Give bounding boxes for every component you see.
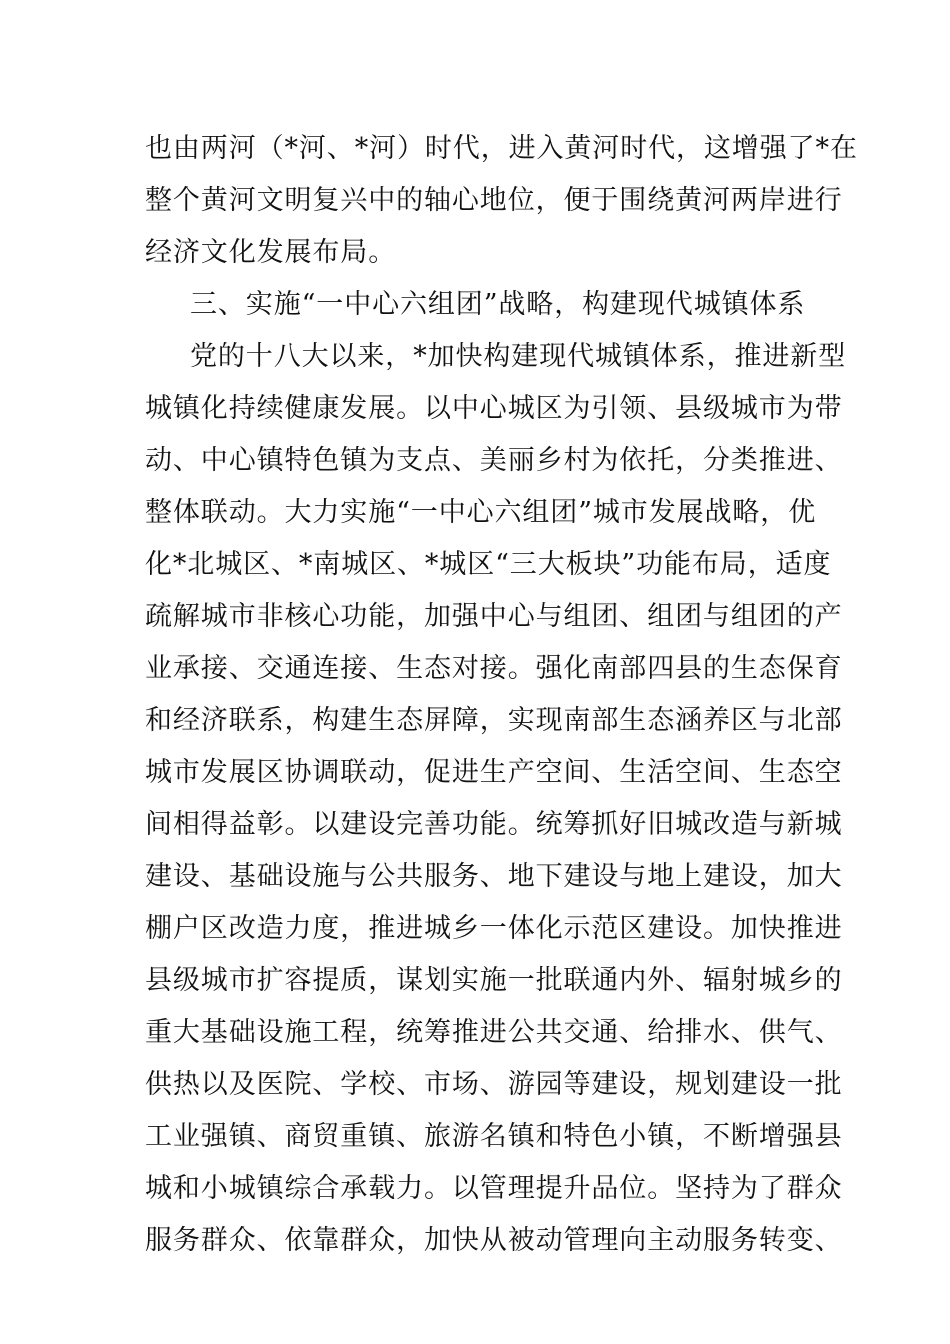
section-heading: 三、实施“一中心六组团”战略，构建现代城镇体系 [190, 289, 806, 320]
body-line-9: 城市发展区协调联动，促进生产空间、生活空间、生态空 [145, 757, 843, 788]
body-line-3: 动、中心镇特色镇为支点、美丽乡村为依托，分类推进、 [145, 445, 843, 476]
body-line-2: 城镇化持续健康发展。以中心城区为引领、县级城市为带 [145, 393, 843, 424]
body-line-14: 重大基础设施工程，统筹推进公共交通、给排水、供气、 [145, 1017, 843, 1048]
body-line-15: 供热以及医院、学校、市场、游园等建设，规划建设一批 [145, 1069, 843, 1100]
body-line-18: 服务群众、依靠群众，加快从被动管理向主动服务转变、 [145, 1225, 843, 1256]
body-line-8: 和经济联系，构建生态屏障，实现南部生态涵养区与北部 [145, 705, 843, 736]
intro-line-3: 经济文化发展布局。 [145, 237, 397, 268]
body-line-12: 棚户区改造力度，推进城乡一体化示范区建设。加快推进 [145, 913, 843, 944]
body-line-10: 间相得益彰。以建设完善功能。统筹抓好旧城改造与新城 [145, 809, 843, 840]
body-line-11: 建设、基础设施与公共服务、地下建设与地上建设，加大 [145, 861, 843, 892]
body-line-7: 业承接、交通连接、生态对接。强化南部四县的生态保育 [145, 653, 843, 684]
intro-line-1: 也由两河（*河、*河）时代，进入黄河时代，这增强了*在 [145, 133, 858, 164]
body-line-1: 党的十八大以来，*加快构建现代城镇体系，推进新型 [190, 341, 847, 372]
intro-line-2: 整个黄河文明复兴中的轴心地位，便于围绕黄河两岸进行 [145, 185, 843, 216]
body-line-6: 疏解城市非核心功能，加强中心与组团、组团与组团的产 [145, 601, 843, 632]
body-line-4: 整体联动。大力实施“一中心六组团”城市发展战略，优 [145, 497, 817, 528]
body-line-13: 县级城市扩容提质，谋划实施一批联通内外、辐射城乡的 [145, 965, 843, 996]
body-line-17: 城和小城镇综合承载力。以管理提升品位。坚持为了群众 [145, 1173, 843, 1204]
body-line-16: 工业强镇、商贸重镇、旅游名镇和特色小镇，不断增强县 [145, 1121, 843, 1152]
body-line-5: 化*北城区、*南城区、*城区“三大板块”功能布局，适度 [145, 549, 832, 580]
